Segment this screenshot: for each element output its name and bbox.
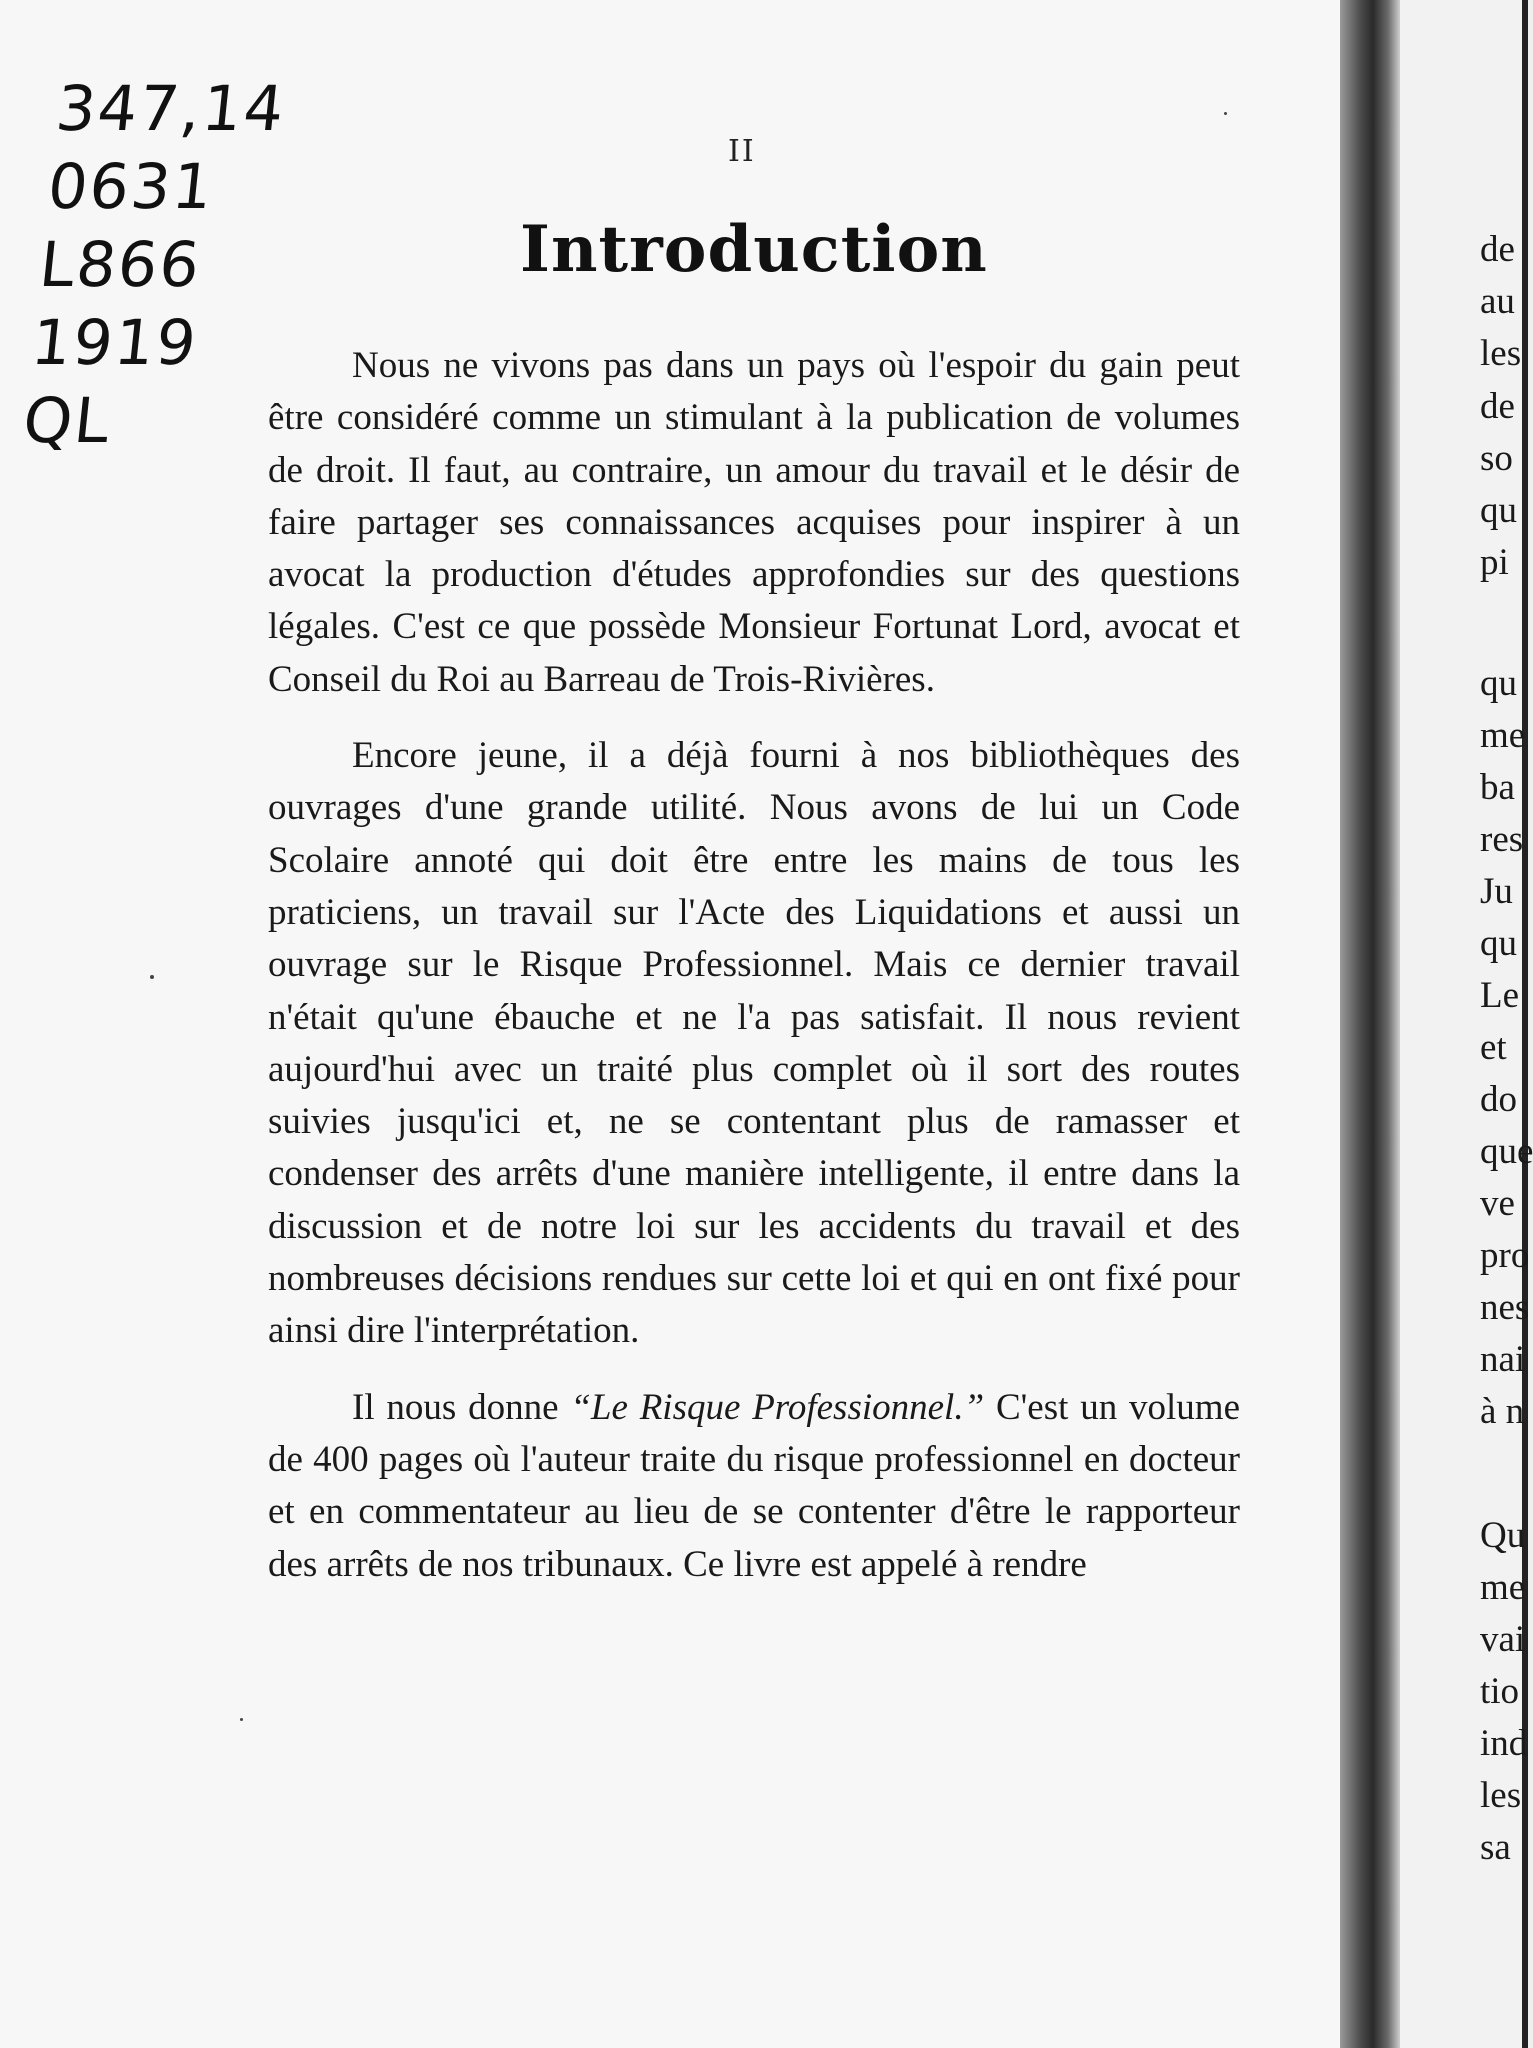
- page-number: II: [728, 134, 756, 169]
- adjacent-page-fragment: qu: [1480, 663, 1517, 704]
- handwritten-call-number: [20, 70, 290, 460]
- adjacent-page-fragment: nes: [1480, 1287, 1530, 1328]
- book-gutter: [1340, 0, 1400, 2048]
- book-title-italic: “Le Risque Professionnel.”: [570, 1386, 985, 1428]
- page-title: Introduction: [520, 212, 988, 287]
- adjacent-page-fragment: res: [1480, 819, 1524, 860]
- adjacent-page-fragment: les: [1480, 333, 1522, 374]
- adjacent-page-fragment: ind: [1480, 1723, 1528, 1764]
- call-number-line: L866: [36, 228, 205, 301]
- adjacent-page-fragment: nai: [1480, 1339, 1526, 1380]
- adjacent-page-fragment: do: [1480, 1079, 1517, 1120]
- call-number-line: QL: [19, 384, 115, 457]
- body-text: [268, 340, 1240, 1615]
- dust-speck: [150, 975, 154, 979]
- adjacent-page-fragment: de: [1480, 386, 1515, 427]
- paragraph-3: [268, 1382, 1240, 1591]
- adjacent-page-fragment: les: [1480, 1775, 1522, 1816]
- adjacent-page-fragment: ve: [1480, 1183, 1515, 1224]
- adjacent-page-fragment: pro: [1480, 1235, 1530, 1276]
- call-number-line: 347,14: [52, 72, 290, 145]
- adjacent-page-fragment: Le: [1480, 975, 1520, 1016]
- adjacent-page-fragment: sa: [1480, 1827, 1511, 1868]
- adjacent-page-fragment: que: [1480, 1131, 1533, 1172]
- adjacent-page-fragment: ba: [1480, 767, 1515, 808]
- adjacent-page-fragment: de: [1480, 229, 1515, 270]
- paragraph-2: Encore jeune, il a déjà fourni à nos bibliothèques des ouvrages d'une grande utilité. Nous avons de lui un Code Scolaire annoté qui doit être entre les mains de tous les praticiens, un travail sur l'Acte des Liquidations et aussi un ouvrage sur le Risque Professionnel. Mais ce dernier travail n'était qu'une ébauche et ne l'a pas satisfait. Il nous revient aujourd'hui avec un traité plus complet où il sort des routes suivies jusqu'ici et, ne se contentant plus de ramasser et condenser des arrêts d'une manière intelligente, il entre dans la discussion et de notre loi sur les accidents du travail et des nombreuses décisions rendues sur cette loi et qui en ont fixé pour ainsi dire l'interprétation.: [268, 735, 1240, 1352]
- call-number-line: 0631: [44, 150, 218, 223]
- adjacent-page-fragment: me: [1480, 1567, 1526, 1608]
- adjacent-page-fragment: à n: [1480, 1391, 1525, 1432]
- adjacent-page-fragment: me: [1480, 715, 1526, 756]
- adjacent-page-fragment: Qu: [1480, 1515, 1526, 1556]
- paragraph-3-start: Il nous donne: [352, 1386, 571, 1428]
- call-number-line: 1919: [28, 306, 202, 379]
- adjacent-page-fragment: qu: [1480, 490, 1517, 531]
- paragraph-1: Nous ne vivons pas dans un pays où l'espoir du gain peut être considéré comme un stimulant à la publication de volumes de droit. Il faut, au contraire, un amour du travail et le désir de faire partager ses connaissances acquises pour inspirer à un avocat la production d'études approfondies sur des questions légales. C'est ce que possède Monsieur Fortunat Lord, avocat et Conseil du Roi au Barreau de Trois-Rivières.: [268, 345, 1240, 700]
- adjacent-page-fragment: Ju: [1480, 871, 1513, 912]
- paragraph-3-rest: C'est un volume de 400 pages où l'auteur traite du risque professionnel en docteur et en commentateur au lieu de se contenter d'être le rapporteur des arrêts de nos tribunaux. Ce livre est appelé à rendre: [268, 1386, 1240, 1585]
- adjacent-page-fragment: pi: [1480, 542, 1509, 583]
- adjacent-page-fragment: vai: [1480, 1619, 1526, 1660]
- dust-speck: [240, 1718, 243, 1721]
- dust-speck: [1224, 112, 1227, 115]
- adjacent-page-fragment: et: [1480, 1027, 1507, 1068]
- adjacent-page-fragment: qu: [1480, 923, 1517, 964]
- adjacent-page-fragment: so: [1480, 438, 1513, 479]
- adjacent-page-fragment: au: [1480, 281, 1515, 322]
- adjacent-page-fragment: tio: [1480, 1671, 1520, 1712]
